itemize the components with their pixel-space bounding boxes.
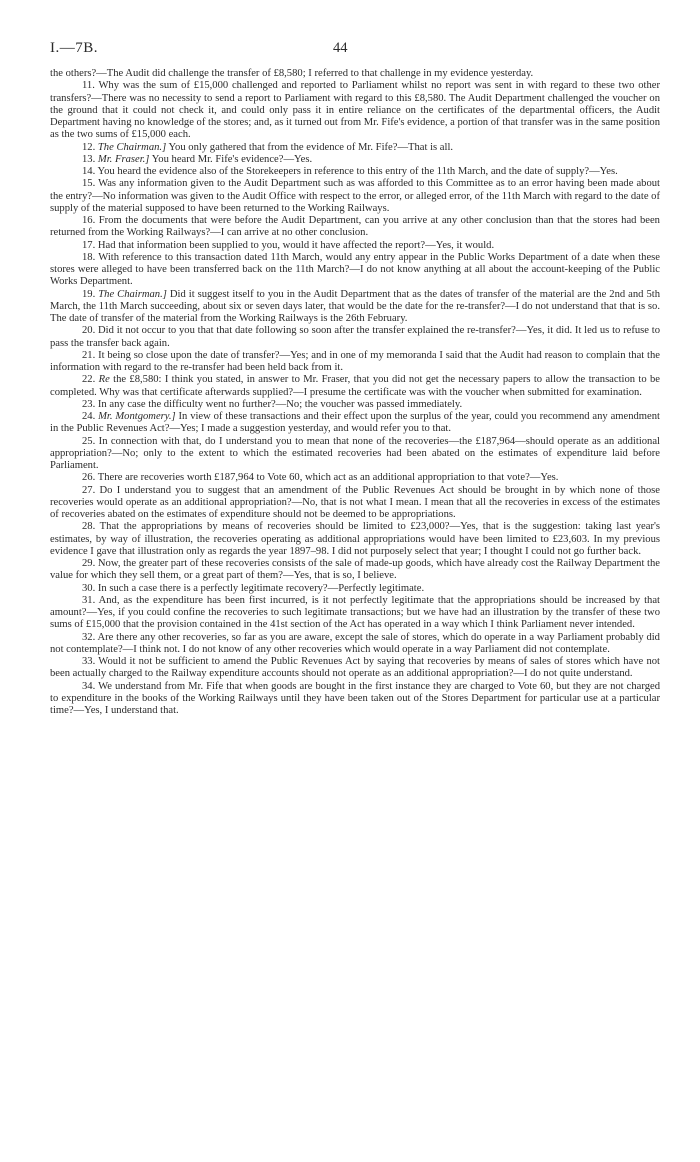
question-number: 28. [82, 521, 96, 533]
question-paragraph [50, 436, 660, 473]
question-paragraph [50, 411, 660, 436]
paragraph-text: You heard the evidence also of the Storekeepers in reference to this entry of the 11th March, and the date of supply?—Yes. [97, 166, 618, 177]
paragraph-text: Now, the greater part of these recoveries consists of the sale of made-up goods, which have already cost the Railway Department the value for which they sell them, or a great part of them?—Yes, that is so, I believe. [50, 558, 660, 582]
paragraph-text: Are there any other recoveries, so far as you are aware, except the sale of stores, which do operate in a way Parliament probably did not contemplate?—I think not. I do not know of any other recoveries which would operate in a way Parliament did not contemplate. [50, 631, 660, 655]
question-paragraph [50, 142, 660, 154]
paragraph-text: Did it not occur to you that that date following so soon after the transfer explained the re-transfer?—Yes, it did. It led us to refuse to pass the transfer back again. [50, 325, 660, 349]
question-paragraph [50, 154, 660, 166]
question-paragraph [50, 595, 660, 632]
question-paragraph [50, 178, 660, 215]
speaker-label: Re [98, 374, 110, 386]
question-paragraph [50, 656, 660, 681]
paragraph-text: In any case the difficulty went no further?—No; the voucher was passed immediately. [97, 398, 463, 410]
question-number: 29. [82, 558, 96, 569]
question-number: 13. [82, 153, 96, 165]
question-number: 24. [82, 411, 96, 422]
question-paragraph [50, 252, 660, 289]
question-number: 31. [82, 594, 96, 606]
question-paragraph [50, 166, 660, 178]
question-paragraph [50, 325, 660, 350]
question-number: 34. [82, 680, 96, 692]
question-number: 32. [82, 631, 96, 643]
speaker-label: Mr. Fraser.] [97, 153, 150, 165]
paragraph-text: There are recoveries worth £187,964 to Vote 60, which act as an additional appropriation to that vote?—Yes. [97, 472, 559, 484]
question-number: 12. [82, 141, 96, 153]
question-paragraph [50, 240, 660, 252]
question-number: 15. [82, 178, 96, 190]
page-number: 44 [333, 40, 348, 56]
question-number: 23. [82, 398, 96, 410]
paragraph-text: the £8,580: I think you stated, in answer to Mr. Fraser, that you did not get the necessary papers to allow the transaction to be completed. Why was that certificate afterwards supplied?—I presume the certificate was with the voucher when submitted for examination. [50, 374, 660, 398]
question-paragraph [50, 485, 660, 522]
question-paragraph [50, 681, 660, 718]
question-number: 22. [82, 374, 96, 386]
question-paragraph [50, 472, 660, 484]
question-number: 27. [82, 484, 96, 496]
paragraph-text: And, as the expenditure has been first incurred, is it not perfectly legitimate that the appropriations should be increased by that amount?—Yes, if you could confine the recoveries to such legitimate transactions; but we have had an illustration by the transfer of these two sums of £15,000 that the provision contained in the 41st section of the Act has operated in a way which I think Parliament never intended. [50, 594, 660, 631]
paragraph-text: Would it not be sufficient to amend the Public Revenues Act by saying that recoveries by means of sales of stores which have not been actually charged to the Railway expenditure accounts should not operate as an additional appropriation?—I do not quite understand. [50, 656, 660, 680]
question-number: 30. [82, 582, 96, 594]
speaker-label: The Chairman.] [98, 288, 167, 300]
paragraph-text: It being so close upon the date of transfer?—Yes; and in one of my memoranda I said that the Audit had reason to complain that the information with regard to the re-transfer had been held back from it. [50, 349, 660, 373]
page-header [50, 40, 660, 68]
paragraph-text: We understand from Mr. Fife that when goods are bought in the first instance they are charged to Vote 60, but they are not charged to expenditure in the books of the Working Railways until they have been taken out of the Stores Department for particular use at a particular time?—Yes, I understand that. [50, 680, 660, 716]
question-number: 20. [82, 325, 96, 337]
paragraph-text: From the documents that were before the Audit Department, can you arrive at any other conclusion than that the stores had been returned from the Working Railways?—I can arrive at no other conclusion. [50, 215, 660, 239]
paragraph-text: You heard Mr. Fife's evidence?—Yes. [151, 153, 313, 165]
question-number: 25. [82, 435, 96, 447]
question-number: 21. [82, 349, 96, 361]
speaker-label: Mr. Montgomery.] [98, 411, 176, 422]
paragraph-text: Was any information given to the Audit Department such as was afforded to this Committee as to an error having been made about the entry?—No information was given to the Audit Office with respect to the error, or alleged error, of the 11th March with regard to the date of supply of the material supposed to have been returned to the Working Railways. [50, 178, 660, 214]
question-paragraph [50, 521, 660, 558]
question-number: 26. [82, 472, 96, 484]
question-paragraph [50, 289, 660, 326]
question-paragraph [50, 583, 660, 595]
question-number: 18. [82, 251, 96, 263]
question-paragraph [50, 632, 660, 657]
speaker-label: The Chairman.] [97, 141, 167, 153]
paragraph-text: Why was the sum of £15,000 challenged and reported to Parliament whilst no report was sent in with regard to these two other transfers?—There was no necessity to send a report to Parliament with regard to this £8,580. The Audit Department challenged the voucher on the ground that it could not check it, and could only pass it in entire reliance on the certificates of the departmental officers, the Audit Department having no knowledge of the stores; and, as it turned out from Mr. Fife's evidence, a portion of that transfer was in the same position as the two sums of £15,000 each. [50, 80, 660, 141]
paragraph-text: the others?—The Audit did challenge the transfer of £8,580; I referred to that challenge in my evidence yesterday. [50, 68, 534, 79]
page-body [50, 68, 660, 717]
question-number: 19. [82, 288, 96, 300]
document-reference: I.—7B. [50, 40, 98, 56]
paragraph-text: With reference to this transaction dated 11th March, would any entry appear in the Public Works Department of a date when these stores were alleged to have been transferred back on the 11th March?—I do not know anything at all about the account-keeping of the Public Works Department. [50, 251, 660, 288]
paragraph-text: Had that information been supplied to you, would it have affected the report?—Yes, it would. [97, 239, 495, 251]
question-paragraph [50, 374, 660, 399]
question-number: 17. [82, 239, 96, 251]
question-number: 14. [82, 166, 96, 177]
question-paragraph [50, 215, 660, 240]
question-number: 11. [82, 80, 95, 92]
question-paragraph [50, 399, 660, 411]
paragraph-text: You only gathered that from the evidence of Mr. Fife?—That is all. [168, 141, 454, 153]
question-paragraph [50, 558, 660, 583]
question-paragraph [50, 350, 660, 375]
question-number: 33. [82, 656, 96, 667]
paragraph-text: In view of these transactions and their effect upon the surplus of the year, could you recommend any amendment in the Public Revenues Act?—Yes; I made a suggestion yesterday, and would refer you to that. [50, 411, 660, 435]
paragraph-text: That the appropriations by means of recoveries should be limited to £23,000?—Yes, that is the suggestion: taking last year's estimates, by way of illustration, the recoveries operating as additional appropriations would have been limited to £23,603. In my previous evidence I gave that illustration only as regards the year 1897–98. I did not purposely select that year; I thought I could not go further back. [50, 521, 660, 557]
paragraph-text: Did it suggest itself to you in the Audit Department that as the dates of transfer of the material are the 2nd and 5th March, the 11th March succeeding, about six or seven days later, that would be the date for the re-transfer?—I do not understand that that is so. The date of transfer of the material from the Working Railways is the 26th February. [50, 288, 660, 324]
question-paragraph [50, 68, 660, 80]
paragraph-text: Do I understand you to suggest that an amendment of the Public Revenues Act should be brought in by which none of those recoveries would operate as an additional appropriation?—No, that is not what I mean. I mean that all the recoveries in excess of the estimates of recoveries abated on the estimates of expenditure should not be deemed to be appropriations. [50, 484, 661, 520]
question-paragraph [50, 80, 660, 141]
paragraph-text: In such a case there is a perfectly legitimate recovery?—Perfectly legitimate. [97, 582, 425, 594]
paragraph-text: In connection with that, do I understand you to mean that none of the recoveries—the £187,964—should operate as an additional appropriation?—No; only to the extent to which the estimated recoveries had been abated on the estimates of expenditure laid before Parliament. [50, 435, 661, 471]
question-number: 16. [82, 215, 96, 226]
